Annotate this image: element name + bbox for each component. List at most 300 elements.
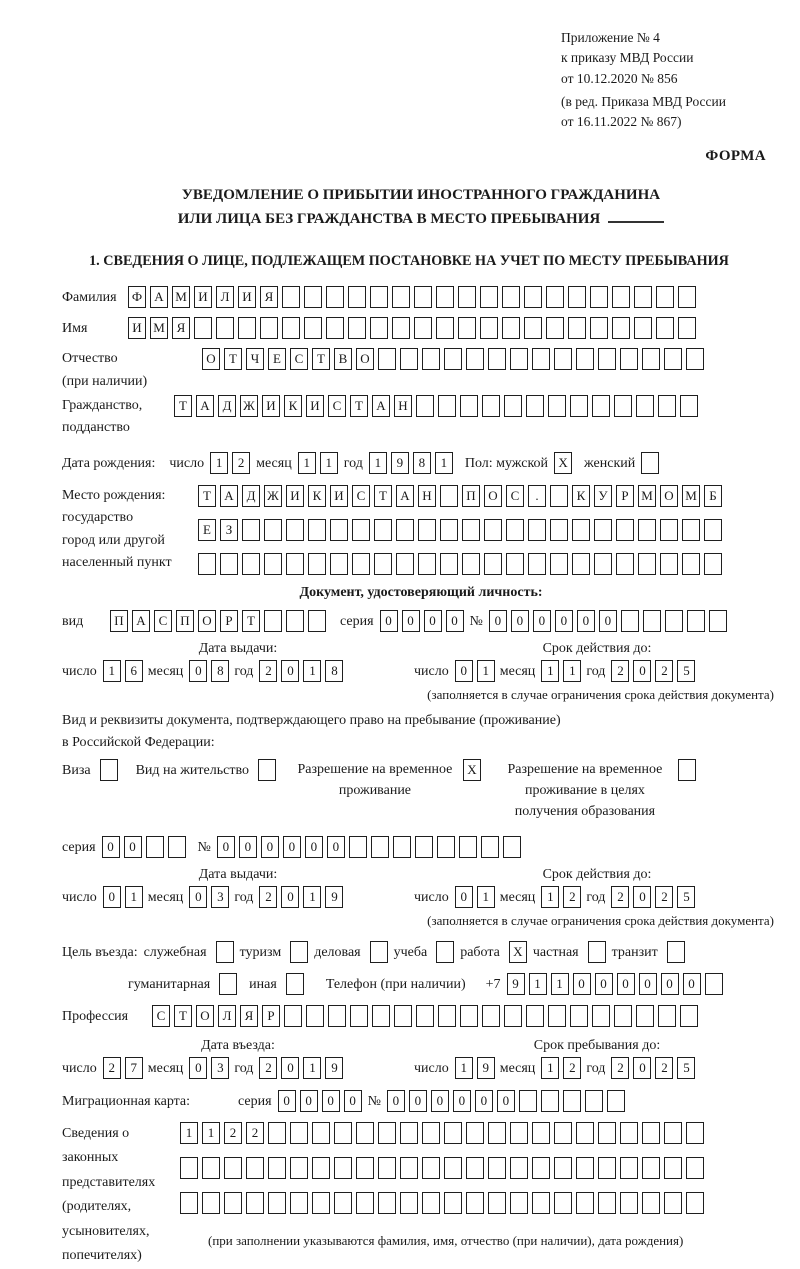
char-cell[interactable]	[506, 519, 524, 541]
char-cell[interactable]: Л	[216, 286, 234, 308]
char-cell[interactable]: Т	[312, 348, 330, 370]
char-cell[interactable]	[242, 519, 260, 541]
char-cell[interactable]: 0	[599, 610, 617, 632]
char-cell[interactable]: 2	[655, 1057, 673, 1079]
char-cell[interactable]	[356, 1192, 374, 1214]
char-cell[interactable]: С	[352, 485, 370, 507]
char-cell[interactable]	[592, 1005, 610, 1027]
char-cell[interactable]: А	[220, 485, 238, 507]
char-cell[interactable]	[620, 1122, 638, 1144]
char-cell[interactable]: С	[154, 610, 172, 632]
char-cell[interactable]: 9	[325, 1057, 343, 1079]
char-cell[interactable]: 0	[455, 886, 473, 908]
char-cell[interactable]	[466, 348, 484, 370]
char-cell[interactable]: 2	[259, 886, 277, 908]
char-cell[interactable]	[372, 1005, 390, 1027]
char-cell[interactable]: Л	[218, 1005, 236, 1027]
char-cell[interactable]	[458, 286, 476, 308]
char-cell[interactable]: 0	[380, 610, 398, 632]
char-cell[interactable]: О	[198, 610, 216, 632]
char-cell[interactable]	[502, 317, 520, 339]
char-cell[interactable]	[466, 1122, 484, 1144]
char-cell[interactable]	[260, 317, 278, 339]
char-cell[interactable]	[242, 553, 260, 575]
char-cell[interactable]	[502, 286, 520, 308]
char-cell[interactable]	[334, 1157, 352, 1179]
char-cell[interactable]	[352, 553, 370, 575]
char-cell[interactable]	[356, 1157, 374, 1179]
char-cell[interactable]	[664, 1157, 682, 1179]
char-cell[interactable]	[458, 317, 476, 339]
char-cell[interactable]: 0	[300, 1090, 318, 1112]
char-cell[interactable]	[612, 286, 630, 308]
char-cell[interactable]	[510, 1122, 528, 1144]
char-cell[interactable]	[532, 1157, 550, 1179]
char-cell[interactable]: А	[132, 610, 150, 632]
char-cell[interactable]: 0	[281, 660, 299, 682]
char-cell[interactable]	[180, 1192, 198, 1214]
char-cell[interactable]: Д	[242, 485, 260, 507]
char-cell[interactable]	[198, 553, 216, 575]
char-cell[interactable]: Р	[220, 610, 238, 632]
char-cell[interactable]	[480, 317, 498, 339]
char-cell[interactable]	[636, 395, 654, 417]
char-cell[interactable]: Т	[174, 395, 192, 417]
char-cell[interactable]: И	[128, 317, 146, 339]
char-cell[interactable]: 0	[102, 836, 120, 858]
char-cell[interactable]: Ж	[240, 395, 258, 417]
char-cell[interactable]	[550, 485, 568, 507]
char-cell[interactable]	[264, 610, 282, 632]
char-cell[interactable]: 0	[278, 1090, 296, 1112]
char-cell[interactable]	[554, 1192, 572, 1214]
char-cell[interactable]: А	[150, 286, 168, 308]
char-cell[interactable]: 1	[477, 660, 495, 682]
char-cell[interactable]	[378, 1122, 396, 1144]
char-cell[interactable]: 0	[103, 886, 121, 908]
char-cell[interactable]	[392, 317, 410, 339]
char-cell[interactable]	[418, 519, 436, 541]
char-cell[interactable]	[264, 553, 282, 575]
char-cell[interactable]	[268, 1157, 286, 1179]
char-cell[interactable]	[686, 1192, 704, 1214]
char-cell[interactable]: 5	[677, 886, 695, 908]
char-cell[interactable]	[460, 395, 478, 417]
char-cell[interactable]: Т	[350, 395, 368, 417]
char-cell[interactable]: 1	[541, 886, 559, 908]
char-cell[interactable]: М	[150, 317, 168, 339]
char-cell[interactable]	[466, 1157, 484, 1179]
char-cell[interactable]: 2	[103, 1057, 121, 1079]
purpose-other-checkbox[interactable]	[286, 973, 304, 995]
char-cell[interactable]	[264, 519, 282, 541]
char-cell[interactable]	[532, 348, 550, 370]
char-cell[interactable]	[422, 1157, 440, 1179]
char-cell[interactable]	[460, 1005, 478, 1027]
char-cell[interactable]	[374, 519, 392, 541]
char-cell[interactable]	[612, 317, 630, 339]
char-cell[interactable]	[216, 317, 234, 339]
char-cell[interactable]	[680, 1005, 698, 1027]
char-cell[interactable]	[416, 1005, 434, 1027]
char-cell[interactable]	[594, 553, 612, 575]
char-cell[interactable]	[238, 317, 256, 339]
char-cell[interactable]	[180, 1157, 198, 1179]
char-cell[interactable]: 1	[125, 886, 143, 908]
char-cell[interactable]	[312, 1157, 330, 1179]
char-cell[interactable]	[510, 1157, 528, 1179]
char-cell[interactable]	[598, 1122, 616, 1144]
char-cell[interactable]: 9	[477, 1057, 495, 1079]
char-cell[interactable]: 0	[344, 1090, 362, 1112]
char-cell[interactable]: Б	[704, 485, 722, 507]
char-cell[interactable]	[374, 553, 392, 575]
char-cell[interactable]: 5	[677, 660, 695, 682]
char-cell[interactable]	[414, 286, 432, 308]
char-cell[interactable]	[462, 553, 480, 575]
char-cell[interactable]	[326, 317, 344, 339]
char-cell[interactable]: 7	[125, 1057, 143, 1079]
char-cell[interactable]: 2	[259, 660, 277, 682]
char-cell[interactable]	[400, 1122, 418, 1144]
char-cell[interactable]	[504, 1005, 522, 1027]
char-cell[interactable]: К	[308, 485, 326, 507]
char-cell[interactable]	[568, 286, 586, 308]
char-cell[interactable]: 1	[303, 886, 321, 908]
char-cell[interactable]	[585, 1090, 603, 1112]
char-cell[interactable]	[438, 395, 456, 417]
char-cell[interactable]	[484, 553, 502, 575]
char-cell[interactable]	[488, 348, 506, 370]
char-cell[interactable]: Н	[394, 395, 412, 417]
char-cell[interactable]	[532, 1192, 550, 1214]
char-cell[interactable]	[334, 1122, 352, 1144]
temp-residence-checkbox[interactable]: X	[463, 759, 481, 781]
temp-residence-education-checkbox[interactable]	[678, 759, 696, 781]
char-cell[interactable]: 0	[533, 610, 551, 632]
char-cell[interactable]	[570, 395, 588, 417]
char-cell[interactable]	[643, 610, 661, 632]
char-cell[interactable]: 1	[303, 1057, 321, 1079]
char-cell[interactable]	[620, 1192, 638, 1214]
char-cell[interactable]: 2	[246, 1122, 264, 1144]
char-cell[interactable]	[286, 519, 304, 541]
char-cell[interactable]	[400, 1157, 418, 1179]
char-cell[interactable]: Т	[242, 610, 260, 632]
female-checkbox[interactable]	[641, 452, 659, 474]
char-cell[interactable]	[286, 610, 304, 632]
char-cell[interactable]: Т	[198, 485, 216, 507]
char-cell[interactable]	[394, 1005, 412, 1027]
char-cell[interactable]	[638, 553, 656, 575]
char-cell[interactable]	[330, 553, 348, 575]
char-cell[interactable]: 1	[320, 452, 338, 474]
char-cell[interactable]	[526, 1005, 544, 1027]
char-cell[interactable]	[312, 1192, 330, 1214]
char-cell[interactable]: И	[238, 286, 256, 308]
char-cell[interactable]	[576, 348, 594, 370]
char-cell[interactable]: М	[638, 485, 656, 507]
char-cell[interactable]	[642, 1122, 660, 1144]
char-cell[interactable]: П	[176, 610, 194, 632]
char-cell[interactable]	[572, 519, 590, 541]
char-cell[interactable]	[304, 317, 322, 339]
char-cell[interactable]	[686, 1122, 704, 1144]
char-cell[interactable]: 5	[677, 1057, 695, 1079]
char-cell[interactable]	[268, 1122, 286, 1144]
char-cell[interactable]	[488, 1157, 506, 1179]
char-cell[interactable]	[290, 1157, 308, 1179]
char-cell[interactable]: А	[396, 485, 414, 507]
char-cell[interactable]	[290, 1122, 308, 1144]
char-cell[interactable]	[550, 553, 568, 575]
char-cell[interactable]	[481, 836, 499, 858]
char-cell[interactable]	[592, 395, 610, 417]
char-cell[interactable]: О	[202, 348, 220, 370]
char-cell[interactable]: 1	[551, 973, 569, 995]
char-cell[interactable]: 1	[180, 1122, 198, 1144]
purpose-private-checkbox[interactable]	[588, 941, 606, 963]
char-cell[interactable]: М	[682, 485, 700, 507]
char-cell[interactable]	[664, 1122, 682, 1144]
purpose-official-checkbox[interactable]	[216, 941, 234, 963]
char-cell[interactable]	[306, 1005, 324, 1027]
char-cell[interactable]	[614, 1005, 632, 1027]
char-cell[interactable]	[415, 836, 433, 858]
char-cell[interactable]	[378, 1192, 396, 1214]
purpose-work-checkbox[interactable]: X	[509, 941, 527, 963]
char-cell[interactable]	[563, 1090, 581, 1112]
char-cell[interactable]	[202, 1192, 220, 1214]
char-cell[interactable]	[224, 1157, 242, 1179]
char-cell[interactable]: 2	[611, 1057, 629, 1079]
residence-permit-checkbox[interactable]	[258, 759, 276, 781]
char-cell[interactable]	[482, 1005, 500, 1027]
char-cell[interactable]	[422, 1192, 440, 1214]
char-cell[interactable]	[620, 1157, 638, 1179]
char-cell[interactable]	[570, 1005, 588, 1027]
char-cell[interactable]: 0	[283, 836, 301, 858]
char-cell[interactable]	[678, 286, 696, 308]
char-cell[interactable]	[680, 395, 698, 417]
char-cell[interactable]	[687, 610, 705, 632]
char-cell[interactable]	[440, 485, 458, 507]
char-cell[interactable]: И	[194, 286, 212, 308]
char-cell[interactable]	[709, 610, 727, 632]
char-cell[interactable]: Т	[374, 485, 392, 507]
char-cell[interactable]: 3	[211, 1057, 229, 1079]
char-cell[interactable]	[326, 286, 344, 308]
char-cell[interactable]	[524, 286, 542, 308]
char-cell[interactable]: 2	[611, 886, 629, 908]
char-cell[interactable]	[396, 553, 414, 575]
purpose-humanitarian-checkbox[interactable]	[219, 973, 237, 995]
char-cell[interactable]	[348, 286, 366, 308]
char-cell[interactable]	[686, 348, 704, 370]
purpose-study-checkbox[interactable]	[436, 941, 454, 963]
char-cell[interactable]: 1	[563, 660, 581, 682]
char-cell[interactable]: 0	[683, 973, 701, 995]
char-cell[interactable]	[658, 1005, 676, 1027]
char-cell[interactable]	[308, 553, 326, 575]
char-cell[interactable]: Е	[198, 519, 216, 541]
char-cell[interactable]	[246, 1157, 264, 1179]
char-cell[interactable]	[532, 1122, 550, 1144]
char-cell[interactable]	[290, 1192, 308, 1214]
char-cell[interactable]	[548, 395, 566, 417]
char-cell[interactable]	[437, 836, 455, 858]
char-cell[interactable]: Ч	[246, 348, 264, 370]
char-cell[interactable]	[528, 553, 546, 575]
char-cell[interactable]: 1	[298, 452, 316, 474]
char-cell[interactable]	[370, 317, 388, 339]
char-cell[interactable]	[482, 395, 500, 417]
char-cell[interactable]: И	[330, 485, 348, 507]
char-cell[interactable]: 9	[391, 452, 409, 474]
char-cell[interactable]: И	[262, 395, 280, 417]
char-cell[interactable]: 0	[555, 610, 573, 632]
char-cell[interactable]	[658, 395, 676, 417]
char-cell[interactable]: С	[506, 485, 524, 507]
char-cell[interactable]	[488, 1192, 506, 1214]
char-cell[interactable]: 0	[281, 886, 299, 908]
char-cell[interactable]	[607, 1090, 625, 1112]
char-cell[interactable]: 0	[577, 610, 595, 632]
char-cell[interactable]: 2	[563, 1057, 581, 1079]
char-cell[interactable]	[304, 286, 322, 308]
char-cell[interactable]	[444, 1192, 462, 1214]
char-cell[interactable]: Р	[616, 485, 634, 507]
char-cell[interactable]	[224, 1192, 242, 1214]
char-cell[interactable]: С	[152, 1005, 170, 1027]
char-cell[interactable]	[636, 1005, 654, 1027]
char-cell[interactable]	[488, 1122, 506, 1144]
char-cell[interactable]: 2	[232, 452, 250, 474]
char-cell[interactable]: 1	[541, 1057, 559, 1079]
char-cell[interactable]	[459, 836, 477, 858]
char-cell[interactable]	[616, 519, 634, 541]
char-cell[interactable]	[400, 348, 418, 370]
char-cell[interactable]: 0	[189, 1057, 207, 1079]
char-cell[interactable]	[378, 348, 396, 370]
char-cell[interactable]	[440, 519, 458, 541]
char-cell[interactable]: Н	[418, 485, 436, 507]
char-cell[interactable]	[444, 1122, 462, 1144]
char-cell[interactable]	[352, 519, 370, 541]
char-cell[interactable]	[194, 317, 212, 339]
char-cell[interactable]: О	[484, 485, 502, 507]
char-cell[interactable]	[598, 1192, 616, 1214]
char-cell[interactable]	[484, 519, 502, 541]
char-cell[interactable]: О	[196, 1005, 214, 1027]
char-cell[interactable]: 8	[211, 660, 229, 682]
char-cell[interactable]	[220, 553, 238, 575]
char-cell[interactable]	[422, 1122, 440, 1144]
char-cell[interactable]: 1	[369, 452, 387, 474]
char-cell[interactable]	[504, 395, 522, 417]
char-cell[interactable]: 2	[655, 660, 673, 682]
char-cell[interactable]	[620, 348, 638, 370]
char-cell[interactable]	[621, 610, 639, 632]
char-cell[interactable]: 0	[633, 660, 651, 682]
char-cell[interactable]: 2	[224, 1122, 242, 1144]
char-cell[interactable]	[392, 286, 410, 308]
char-cell[interactable]	[554, 348, 572, 370]
char-cell[interactable]: 0	[217, 836, 235, 858]
char-cell[interactable]	[598, 348, 616, 370]
char-cell[interactable]: Т	[174, 1005, 192, 1027]
char-cell[interactable]	[422, 348, 440, 370]
char-cell[interactable]: 0	[261, 836, 279, 858]
char-cell[interactable]	[594, 519, 612, 541]
char-cell[interactable]	[554, 1122, 572, 1144]
char-cell[interactable]	[572, 553, 590, 575]
char-cell[interactable]	[268, 1192, 286, 1214]
char-cell[interactable]	[642, 1157, 660, 1179]
char-cell[interactable]: 1	[103, 660, 121, 682]
char-cell[interactable]: 0	[497, 1090, 515, 1112]
char-cell[interactable]: 9	[507, 973, 525, 995]
char-cell[interactable]: 0	[573, 973, 591, 995]
char-cell[interactable]	[590, 317, 608, 339]
char-cell[interactable]: 0	[489, 610, 507, 632]
char-cell[interactable]: 0	[189, 886, 207, 908]
char-cell[interactable]	[616, 553, 634, 575]
char-cell[interactable]: 3	[211, 886, 229, 908]
char-cell[interactable]	[614, 395, 632, 417]
char-cell[interactable]: 0	[595, 973, 613, 995]
purpose-business-checkbox[interactable]	[370, 941, 388, 963]
char-cell[interactable]	[686, 1157, 704, 1179]
char-cell[interactable]: 6	[125, 660, 143, 682]
char-cell[interactable]	[682, 553, 700, 575]
char-cell[interactable]: Д	[218, 395, 236, 417]
char-cell[interactable]	[328, 1005, 346, 1027]
char-cell[interactable]: 0	[446, 610, 464, 632]
char-cell[interactable]	[168, 836, 186, 858]
char-cell[interactable]	[506, 553, 524, 575]
char-cell[interactable]	[378, 1157, 396, 1179]
char-cell[interactable]	[519, 1090, 537, 1112]
char-cell[interactable]	[550, 519, 568, 541]
char-cell[interactable]	[246, 1192, 264, 1214]
char-cell[interactable]: 1	[529, 973, 547, 995]
char-cell[interactable]	[308, 610, 326, 632]
char-cell[interactable]: 8	[413, 452, 431, 474]
char-cell[interactable]	[312, 1122, 330, 1144]
char-cell[interactable]	[634, 286, 652, 308]
char-cell[interactable]	[202, 1157, 220, 1179]
char-cell[interactable]: И	[306, 395, 324, 417]
char-cell[interactable]: 2	[655, 886, 673, 908]
char-cell[interactable]	[418, 553, 436, 575]
char-cell[interactable]	[503, 836, 521, 858]
char-cell[interactable]: 1	[202, 1122, 220, 1144]
char-cell[interactable]: Т	[224, 348, 242, 370]
char-cell[interactable]	[370, 286, 388, 308]
char-cell[interactable]: З	[220, 519, 238, 541]
char-cell[interactable]	[634, 317, 652, 339]
char-cell[interactable]	[678, 317, 696, 339]
char-cell[interactable]: В	[334, 348, 352, 370]
char-cell[interactable]	[524, 317, 542, 339]
char-cell[interactable]: 0	[431, 1090, 449, 1112]
char-cell[interactable]	[576, 1192, 594, 1214]
char-cell[interactable]	[642, 1192, 660, 1214]
char-cell[interactable]: С	[290, 348, 308, 370]
char-cell[interactable]	[396, 519, 414, 541]
char-cell[interactable]	[664, 348, 682, 370]
